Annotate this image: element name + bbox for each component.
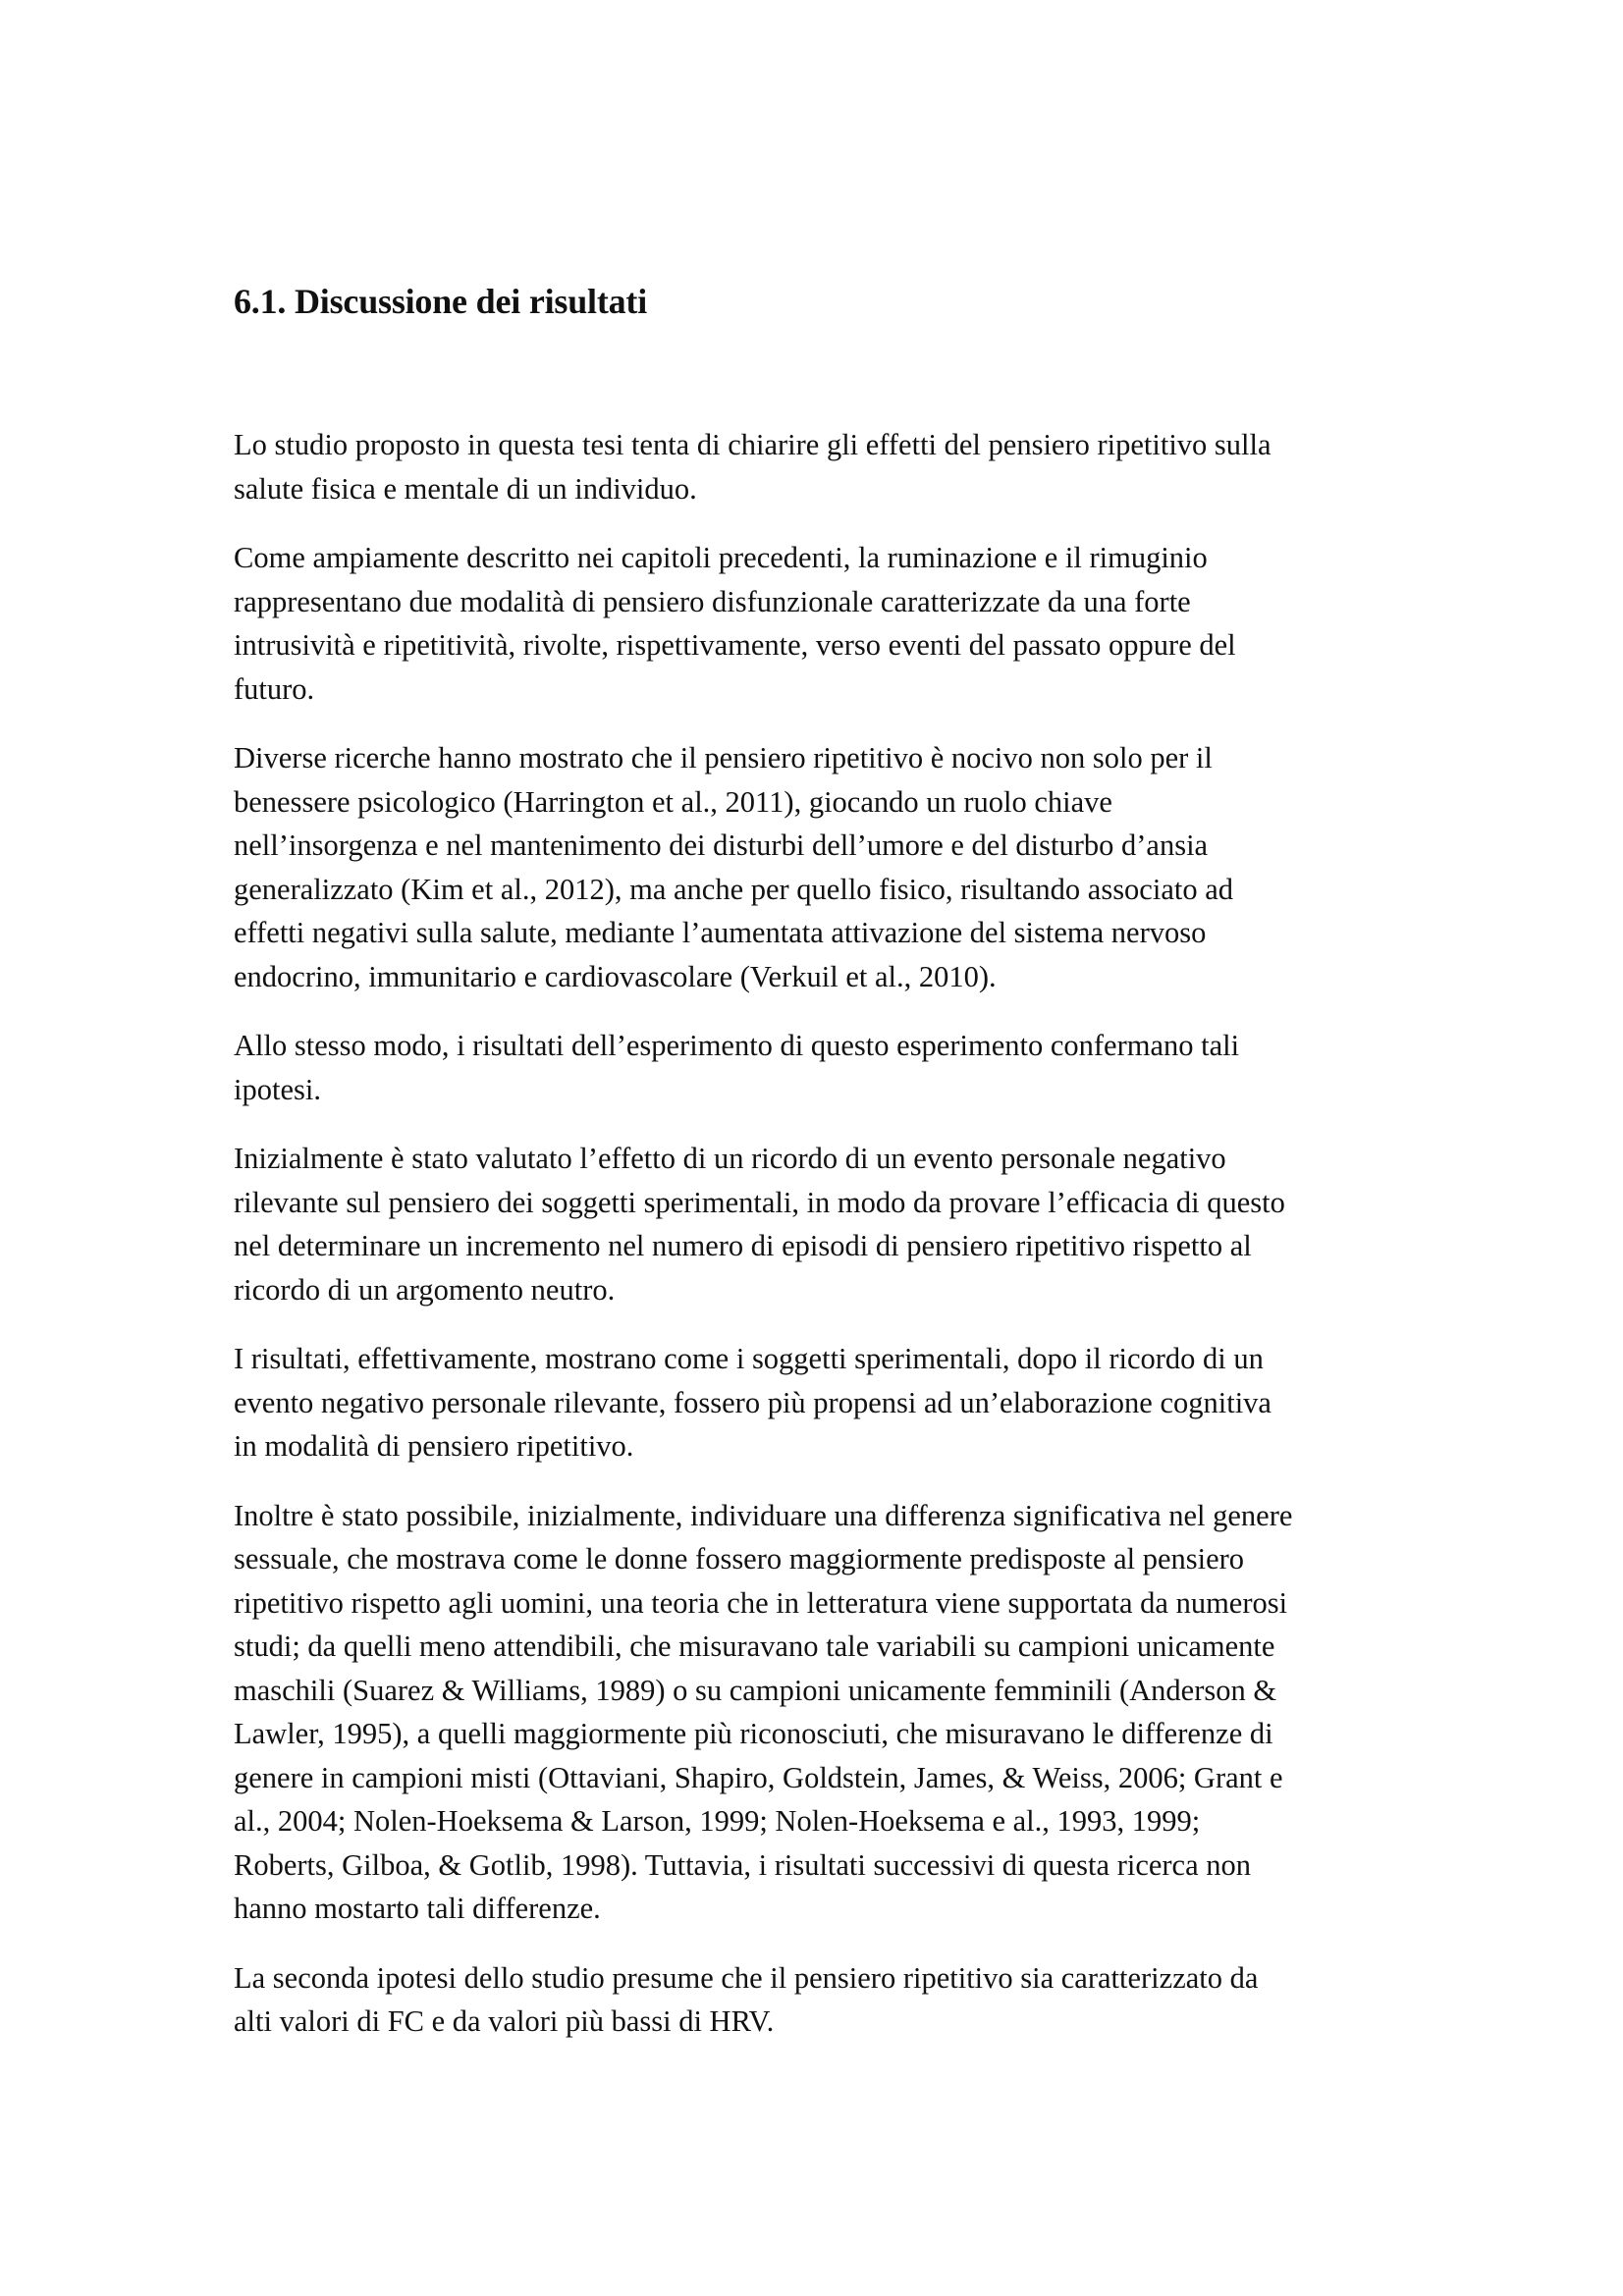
text-line: intrusività e ripetitività, rivolte, rispettivamente, verso eventi del passato oppure del (234, 628, 1236, 662)
text-line: La seconda ipotesi dello studio presume che il pensiero ripetitivo sia caratterizzato da (234, 1960, 1259, 1995)
text-line: Allo stesso modo, i risultati dell’esperimento di questo esperimento confermano tali (234, 1029, 1240, 1062)
text-line: studi; da quelli meno attendibili, che misuravano tale variabili su campioni unicamente (234, 1629, 1275, 1663)
text-line: Come ampiamente descritto nei capitoli precedenti, la ruminazione e il rimuginio (234, 541, 1208, 574)
text-line: evento negativo personale rilevante, fossero più propensi ad un’elaborazione cognitiva (234, 1385, 1271, 1419)
paragraph (234, 1024, 1412, 1111)
text-line: ricordo di un argomento neutro. (234, 1272, 616, 1307)
text-line: maschili (Suarez & Williams, 1989) o su campioni unicamente femminili (Anderson & (234, 1673, 1277, 1707)
text-line: ripetitivo rispetto agli uomini, una teoria che in letteratura viene supportata da numerosi (234, 1585, 1288, 1620)
text-line: benessere psicologico (Harrington et al., 2011), giocando un ruolo chiave (234, 784, 1112, 819)
text-line: Inizialmente è stato valutato l’effetto di un ricordo di un evento personale negativo (234, 1142, 1226, 1175)
text-line: ipotesi. (234, 1072, 321, 1106)
text-line: Lawler, 1995), a quelli maggiormente più riconosciuti, che misuravano le differenze di (234, 1717, 1273, 1750)
text-line: genere in campioni misti (Ottaviani, Shapiro, Goldstein, James, & Weiss, 2006; Grant e (234, 1760, 1283, 1794)
paragraph (234, 536, 1412, 711)
text-line: Inoltre è stato possibile, inizialmente, individuare una differenza significativa nel genere (234, 1498, 1293, 1532)
text-line: in modalità di pensiero ripetitivo. (234, 1429, 634, 1463)
paragraph (234, 1956, 1412, 2044)
text-line: hanno mostarto tali differenze. (234, 1892, 601, 1925)
text-line: effetti negativi sulla salute, mediante l’aumentata attivazione del sistema nervoso (234, 916, 1207, 949)
paragraph (234, 423, 1412, 510)
body-text (234, 423, 1412, 2044)
text-line: nel determinare un incremento nel numero di episodi di pensiero ripetitivo rispetto al (234, 1229, 1252, 1262)
text-line: Roberts, Gilboa, & Gotlib, 1998). Tuttavia, i risultati successivi di questa ricerca non (234, 1847, 1252, 1882)
text-line: rilevante sul pensiero dei soggetti sperimentali, in modo da provare l’efficacia di questo (234, 1185, 1285, 1219)
text-line: alti valori di FC e da valori più bassi di HRV. (234, 2004, 775, 2038)
text-line: generalizzato (Kim et al., 2012), ma anche per quello fisico, risultando associato ad (234, 872, 1233, 906)
text-line: I risultati, effettivamente, mostrano come i soggetti sperimentali, dopo il ricordo di un (234, 1342, 1264, 1375)
text-line: endocrino, immunitario e cardiovascolare (Verkuil et al., 2010). (234, 959, 997, 993)
text-line: sessuale, che mostrava come le donne fossero maggiormente predisposte al pensiero (234, 1542, 1245, 1575)
text-line: Lo studio proposto in questa tesi tenta di chiarire gli effetti del pensiero ripetitivo sulla (234, 428, 1271, 461)
document-page (234, 280, 1412, 2069)
section-heading: 6.1. Discussione dei risultati (234, 282, 648, 321)
text-line: al., 2004; Nolen-Hoeksema & Larson, 1999; Nolen-Hoeksema e al., 1993, 1999; (234, 1804, 1201, 1838)
text-line: nell’insorgenza e nel mantenimento dei disturbi dell’umore e del disturbo d’ansia (234, 828, 1209, 862)
text-line: salute fisica e mentale di un individuo. (234, 471, 697, 506)
text-line: Diverse ricerche hanno mostrato che il pensiero ripetitivo è nocivo non solo per il (234, 741, 1213, 774)
paragraph (234, 1337, 1412, 1468)
paragraph (234, 736, 1412, 998)
paragraph (234, 1494, 1412, 1931)
text-line: rappresentano due modalità di pensiero disfunzionale caratterizzate da una forte (234, 584, 1191, 618)
text-line: futuro. (234, 671, 315, 706)
paragraph (234, 1137, 1412, 1311)
